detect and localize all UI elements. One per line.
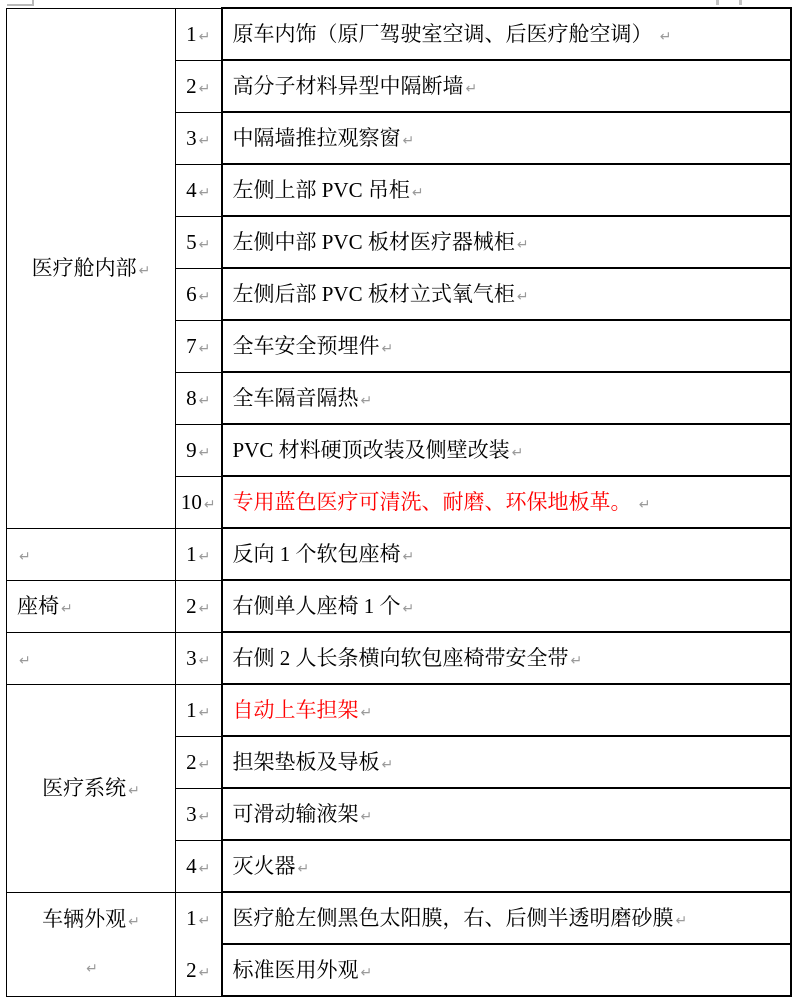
paragraph-mark-icon: ↵ (19, 652, 31, 669)
row-description-cell[interactable] (222, 632, 791, 684)
row-description: 高分子材料异型中隔断墙 (232, 73, 464, 98)
row-description-cell[interactable] (222, 112, 791, 164)
paragraph-mark-icon: ↵ (19, 548, 31, 565)
row-number: 1 (186, 541, 197, 566)
paragraph-mark-icon: ↵ (86, 961, 98, 977)
category-cell-seats-empty[interactable] (7, 632, 176, 684)
row-number: 3 (186, 645, 197, 670)
row-description-cell[interactable] (222, 164, 791, 216)
row-number: 4 (186, 853, 197, 878)
row-description: 全车安全预埋件 (232, 333, 380, 358)
paragraph-mark-icon: ↵ (198, 288, 211, 305)
row-number-cell[interactable] (176, 320, 222, 372)
row-number-cell[interactable] (176, 476, 222, 528)
paragraph-mark-icon: ↵ (360, 704, 373, 721)
table-row (7, 892, 791, 944)
paragraph-mark-icon: ↵ (297, 860, 310, 877)
paragraph-mark-icon: ↵ (198, 444, 211, 461)
row-description-cell[interactable] (222, 892, 791, 944)
row-description: PVC 材料硬顶改装及侧壁改装 (232, 437, 510, 462)
paragraph-mark-icon: ↵ (198, 548, 211, 565)
paragraph-mark-icon: ↵ (465, 80, 478, 97)
row-number-cell[interactable] (176, 736, 222, 788)
paragraph-mark-icon: ↵ (198, 28, 211, 45)
paragraph-mark-icon: ↵ (570, 652, 583, 669)
row-number: 7 (186, 333, 197, 358)
row-description-cell[interactable] (222, 372, 791, 424)
category-cell-seats[interactable] (7, 580, 176, 632)
row-number-cell[interactable] (176, 372, 222, 424)
row-description-cell[interactable] (222, 8, 791, 60)
row-number: 6 (186, 281, 197, 306)
crop-remnant-tick (739, 0, 742, 5)
row-number: 1 (186, 697, 197, 722)
row-number: 3 (186, 801, 197, 826)
row-number: 2 (186, 73, 197, 98)
paragraph-mark-icon: ↵ (138, 262, 151, 279)
row-description: 担架垫板及导板 (232, 749, 380, 774)
row-number-cell[interactable] (176, 268, 222, 320)
row-description: 灭火器 (232, 853, 296, 878)
category-cell-seats-empty[interactable] (7, 528, 176, 580)
category-label: 医疗系统 (42, 775, 127, 800)
paragraph-mark-icon: ↵ (516, 288, 529, 305)
row-number-cell[interactable] (176, 684, 222, 736)
paragraph-mark-icon: ↵ (402, 132, 415, 149)
row-description: 可滑动输液架 (232, 801, 359, 826)
row-description-highlighted: 自动上车担架 (232, 697, 359, 722)
paragraph-mark-icon: ↵ (203, 496, 216, 513)
row-description: 右侧单人座椅 1 个 (232, 593, 401, 618)
row-number-cell[interactable] (176, 528, 222, 580)
table-row (7, 528, 791, 580)
category-label: 车辆外观 (42, 907, 127, 931)
paragraph-mark-icon: ↵ (198, 184, 211, 201)
paragraph-mark-icon: ↵ (402, 548, 415, 565)
row-description-cell[interactable] (222, 268, 791, 320)
row-number: 1 (186, 906, 197, 931)
paragraph-mark-icon: ↵ (511, 444, 524, 461)
row-description-cell[interactable] (222, 684, 791, 736)
paragraph-mark-icon: ↵ (198, 860, 211, 877)
paragraph-mark-icon: ↵ (198, 704, 211, 721)
crop-remnant-tick (716, 0, 719, 5)
row-number: 2 (186, 593, 197, 618)
paragraph-mark-icon: ↵ (198, 652, 211, 669)
paragraph-mark-icon: ↵ (381, 340, 394, 357)
spec-table (6, 7, 792, 997)
row-number-cell[interactable] (176, 112, 222, 164)
row-number: 4 (186, 177, 197, 202)
paragraph-mark-icon: ↵ (659, 28, 672, 45)
paragraph-mark-icon: ↵ (198, 392, 211, 409)
paragraph-mark-icon: ↵ (411, 184, 424, 201)
paragraph-mark-icon: ↵ (638, 496, 651, 513)
row-description: 左侧上部 PVC 吊柜 (232, 177, 410, 202)
paragraph-mark-icon: ↵ (381, 756, 394, 773)
row-number: 2 (186, 749, 197, 774)
table-row (7, 632, 791, 684)
paragraph-mark-icon: ↵ (61, 600, 73, 617)
category-cell-vehicle-exterior[interactable] (7, 892, 176, 996)
row-description: 标准医用外观 (232, 957, 359, 982)
row-number-cell[interactable] (176, 216, 222, 268)
row-description-cell[interactable] (222, 216, 791, 268)
table-row (7, 684, 791, 736)
row-number-cell[interactable] (176, 840, 222, 892)
row-description: 左侧中部 PVC 板材医疗器械柜 (232, 229, 515, 254)
row-number: 8 (186, 385, 197, 410)
row-description: 全车隔音隔热 (232, 385, 359, 410)
paragraph-mark-icon: ↵ (198, 808, 211, 825)
row-description: 中隔墙推拉观察窗 (232, 125, 401, 150)
paragraph-mark-icon: ↵ (360, 392, 373, 409)
row-description-cell[interactable] (222, 424, 791, 476)
paragraph-mark-icon: ↵ (198, 913, 211, 930)
row-description-cell[interactable] (222, 476, 791, 528)
row-number-cell[interactable] (176, 632, 222, 684)
row-description-highlighted: 专用蓝色医疗可清洗、耐磨、环保地板革。 (232, 489, 632, 514)
row-description: 医疗舱左侧黑色太阳膜，右、后侧半透明磨砂膜 (232, 905, 674, 930)
table-row (7, 580, 791, 632)
row-description-cell[interactable] (222, 580, 791, 632)
paragraph-mark-icon: ↵ (198, 236, 211, 253)
paragraph-mark-icon: ↵ (198, 964, 211, 981)
paragraph-mark-icon: ↵ (128, 914, 140, 930)
row-number: 2 (186, 957, 197, 982)
row-description-cell[interactable] (222, 944, 791, 996)
category-label: 医疗舱内部 (31, 255, 137, 280)
paragraph-mark-icon: ↵ (198, 600, 211, 617)
row-description-cell[interactable] (222, 840, 791, 892)
row-number: 10 (180, 489, 202, 514)
row-number-cell[interactable] (176, 944, 222, 996)
paragraph-mark-icon: ↵ (198, 80, 211, 97)
row-description: 左侧后部 PVC 板材立式氧气柜 (232, 281, 515, 306)
crop-remnant-corner (7, 0, 34, 6)
row-number: 3 (186, 125, 197, 150)
table-row (7, 8, 791, 60)
paragraph-mark-icon: ↵ (516, 236, 529, 253)
row-number-cell[interactable] (176, 60, 222, 112)
row-number-cell[interactable] (176, 164, 222, 216)
row-description-cell[interactable] (222, 60, 791, 112)
paragraph-mark-icon: ↵ (360, 808, 373, 825)
row-description-cell[interactable] (222, 788, 791, 840)
row-description: 原车内饰（原厂驾驶室空调、后医疗舱空调） (232, 21, 653, 46)
paragraph-mark-icon: ↵ (402, 600, 415, 617)
category-cell-medical-cabin-interior[interactable] (7, 8, 176, 528)
row-description-cell[interactable] (222, 736, 791, 788)
row-number-cell[interactable] (176, 580, 222, 632)
category-label: 座椅 (17, 593, 59, 618)
row-number-cell[interactable] (176, 788, 222, 840)
row-description: 右侧 2 人长条横向软包座椅带安全带 (232, 645, 569, 670)
row-number: 1 (186, 21, 197, 46)
paragraph-mark-icon: ↵ (198, 340, 211, 357)
row-number-cell[interactable] (176, 892, 222, 944)
row-description-cell[interactable] (222, 528, 791, 580)
paragraph-mark-icon: ↵ (360, 964, 373, 981)
row-number-cell[interactable] (176, 424, 222, 476)
paragraph-mark-icon: ↵ (128, 782, 140, 799)
row-number: 5 (186, 229, 197, 254)
row-number-cell[interactable] (176, 8, 222, 60)
paragraph-mark-icon: ↵ (198, 756, 211, 773)
paragraph-mark-icon: ↵ (198, 132, 211, 149)
row-number: 9 (186, 437, 197, 462)
row-description: 反向 1 个软包座椅 (232, 541, 401, 566)
category-cell-medical-system[interactable] (7, 684, 176, 892)
paragraph-mark-icon: ↵ (675, 912, 688, 929)
row-description-cell[interactable] (222, 320, 791, 372)
